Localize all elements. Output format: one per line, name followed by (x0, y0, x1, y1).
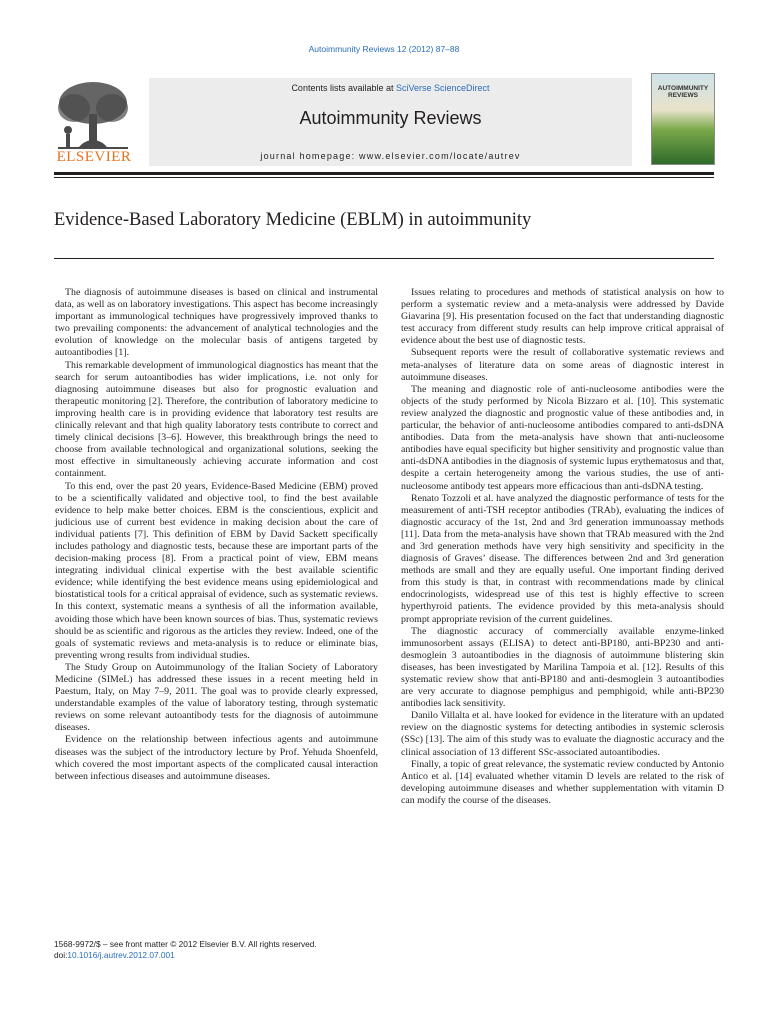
paragraph: To this end, over the past 20 years, Evidence-Based Medicine (EBM) proved to be a scientifically validated and objective tool, to find the best available evidence to help make better choices. EBM is the conscientious, explicit and judicious use of current best evidence in making decision about the care of individual patients [7]. This definition of EBM by David Sackett specifically includes pathology and diagnostic tests, because these are important parts of the decision-making process [8]. From a practical point of view, EBM means integrating individual clinical expertise with the best available scientific evidence; while identifying the best evidence means using epidemiological and biostatistical tools for a critical appraisal of evidence, such as systematic reviews. In this context, systematic means a synthesis of all the information available, avoiding those which have been known sources of bias. Thus, systematic reviews should be as scientific and rigorous as the articles they review. Indeed, one of the goals of systematic reviews and meta-analysis is to reduce or eliminate bias, preventing wrong results from individual studies. (55, 480, 378, 661)
paragraph: Evidence on the relationship between infectious agents and autoimmune diseases was the subject of the introductory lecture by Prof. Yehuda Shoenfeld, which covered the most important aspects of the complicated causal interaction between infectious diseases and autoimmune diseases. (55, 734, 378, 782)
homepage-link[interactable]: www.elsevier.com/locate/autrev (359, 151, 521, 161)
homepage-prefix: journal homepage: (260, 151, 360, 161)
article-title: Evidence-Based Laboratory Medicine (EBLM) in autoimmunity (54, 210, 532, 230)
paragraph: Finally, a topic of great relevance, the systematic review conducted by Antonio Antico et al. [14] evaluated whether vitamin D levels are related to the risk of developing autoimmune diseases and whether supplementation with vitamin D can modify the course of the diseases. (401, 758, 724, 806)
cover-title-line-1: AUTOIMMUNITY (657, 85, 709, 92)
journal-name: Autoimmunity Reviews (299, 108, 482, 128)
sciencedirect-link[interactable]: SciVerse ScienceDirect (396, 83, 490, 93)
doi-link[interactable]: 10.1016/j.autrev.2012.07.001 (67, 950, 175, 960)
header-rule-thick (54, 172, 714, 175)
title-rule (54, 258, 714, 259)
body-column-right (401, 287, 724, 807)
contents-line (149, 83, 632, 93)
homepage-line (149, 151, 632, 161)
body-column-left (55, 287, 378, 783)
cover-title-line-2: REVIEWS (668, 92, 698, 99)
paragraph: The diagnostic accuracy of commercially available enzyme-linked immunosorbent assays (ELISA) to detect anti-BP180, anti-BP230 and anti-desmoglein 3 autoantibodies in the diagnosis of autoimmune blistering skin diseases, has been investigated by Marilina Tampoia et al. [12]. Results of this systematic review show that anti-BP180 and anti-desmoglein 3 autoantibodies are very accurate to diagnose pemphigus and pemphigoid, while anti-BP230 antibodies lack sensitivity. (401, 625, 724, 710)
cover-title (652, 85, 714, 99)
journal-masthead (149, 78, 632, 166)
paragraph: The diagnosis of autoimmune diseases is based on clinical and instrumental data, as well as on laboratory investigations. This aspect has become increasingly important as immunological techniques have progressively improved thanks to two prevailing components: the advancement of analytical technologies and the evolution of knowledge on the molecular basis of antigens targeted by autoantibodies [1]. (55, 287, 378, 359)
paragraph: Danilo Villalta et al. have looked for evidence in the literature with an updated review on the diagnostic systems for detecting antibodies in systemic sclerosis (SSc) [13]. The aim of this study was to evaluate the diagnostic accuracy and the clinical association of 13 different SSc-associated autoantibodies. (401, 710, 724, 758)
issn-line: 1568-9972/$ – see front matter © 2012 Elsevier B.V. All rights reserved. (54, 939, 317, 949)
contents-prefix: Contents lists available at (291, 83, 396, 93)
footer (54, 939, 384, 961)
paragraph: Subsequent reports were the result of collaborative systematic reviews and meta-analyses of literature data on some areas of diagnostic interest in autoimmune diseases. (401, 347, 724, 383)
paragraph: Renato Tozzoli et al. have analyzed the diagnostic performance of tests for the measurement of anti-TSH receptor antibodies (TRAb), evaluating the indices of diagnostic accuracy of the 1st, 2nd and 3rd generation immunoassay methods [11]. Data from the meta-analysis have shown that TRAb measured with the 2nd and 3rd generation methods have very high sensitivity and specificity in the diagnosis of Graves’ disease. The differences between 2nd and 3rd generation methods are small and they are equally useful. One important finding derived from this study is that, in contrast with recommendations made by clinical endocrinologists, widespread use of this test is highly effective to screen hyperthyroid patients. The evidence provided by this meta-analysis should prompt appropriate revision of the current guidelines. (401, 492, 724, 625)
elsevier-wordmark: ELSEVIER (56, 149, 132, 165)
doi-line (54, 950, 384, 961)
paragraph: The Study Group on Autoimmunology of the Italian Society of Laboratory Medicine (SIMeL) has addressed these issues in a recent meeting held in Paestum, Italy, on May 7–9, 2011. The goal was to provide clearly expressed, understandable examples of the value of laboratory testing, through systematic reviews on some relevant autoantibody tests for the diagnosis of autoimmune diseases. (55, 661, 378, 734)
paragraph: The meaning and diagnostic role of anti-nucleosome antibodies were the objects of the study performed by Nicola Bizzaro et al. [10]. This systematic review analyzed the diagnostic and prognostic value of these antibodies and, in particular, the behavior of anti-nucleosome antibodies compared to anti-dsDNA antibodies. Data from the meta-analysis have shown that anti-nucleosome antibodies have equal specificity but higher sensitivity and prognostic value than anti-dsDNA antibodies in the diagnosis of systemic lupus erythematosus and that, despite a certain heterogeneity among the various studies, the use of anti-nucleosome antibody test appears more efficacious than anti-dsDNA testing. (401, 383, 724, 492)
header-rule-thin (54, 177, 714, 178)
doi-prefix: doi: (54, 950, 68, 960)
journal-citation[interactable]: Autoimmunity Reviews 12 (2012) 87–88 (308, 44, 460, 54)
paragraph: Issues relating to procedures and methods of statistical analysis on how to perform a systematic review and a meta-analysis were addressed by Davide Giavarina [9]. His presentation focused on the fact that understanding diagnostic test accuracy from different study results can help improve critical appraisal of evidence about the best use of diagnostic tests. (401, 287, 724, 347)
paragraph: This remarkable development of immunological diagnostics has meant that the search for serum autoantibodies has wider implications, i.e. not only for diagnosing autoimmune diseases but also for prognostic evaluation and therapeutic monitoring [2]. Therefore, the contribution of laboratory medicine to improving health care is in providing evidence that laboratory test results are clinically relevant and that high quality laboratory tests contribute to correct and timely clinical decisions [3–6]. However, this breakthrough brings the need to choose from available technological and organizational solutions, seeking the most effective in simultaneously achieving accurate information and cost containment. (55, 359, 378, 480)
journal-cover-image (651, 73, 715, 165)
